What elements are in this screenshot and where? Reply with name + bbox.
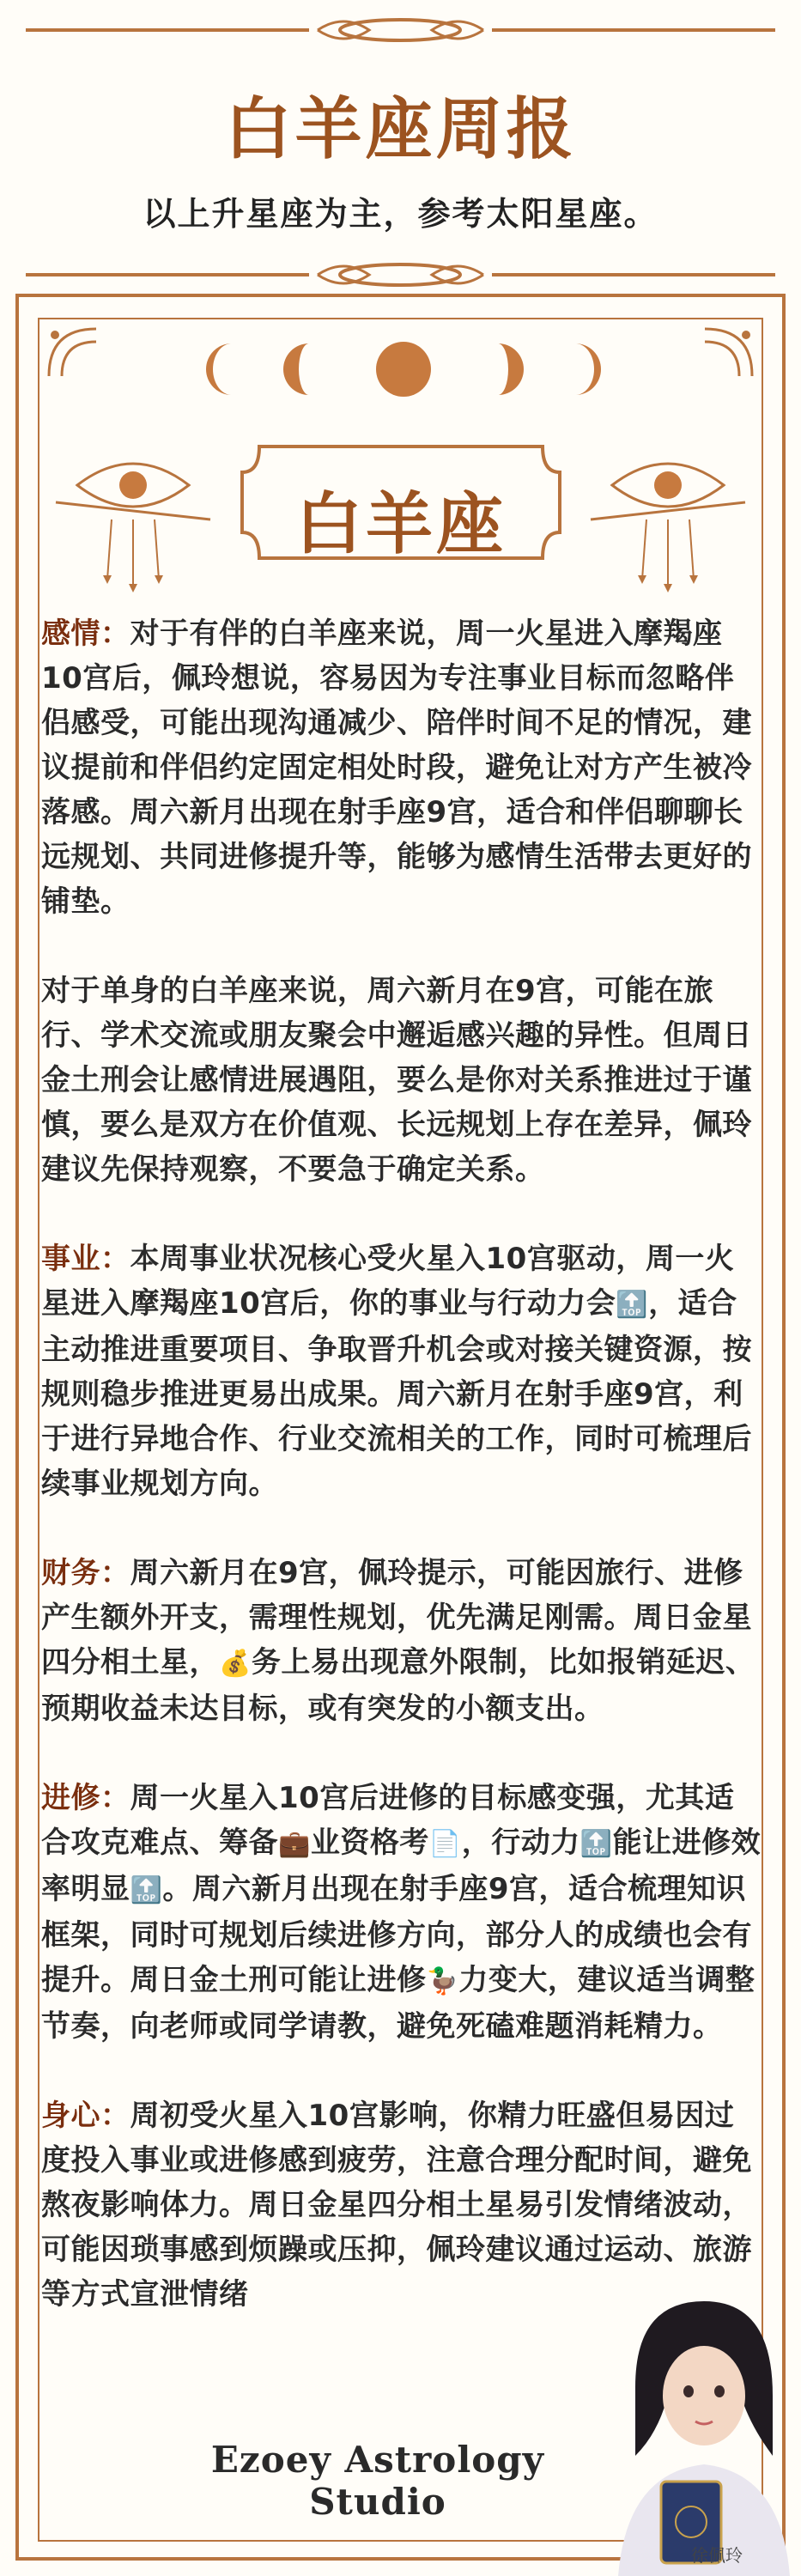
eye-dreamcatcher-icon [586,434,749,597]
top-arrow-icon: 🔝 [130,1875,163,1905]
top-arrow-icon: 🔝 [616,1290,649,1320]
paragraph-text: 对于有伴的白羊座来说，周一火星进入摩羯座10宫后，佩玲想说，容易因为专注事业目标而忽略伴侣感受，可能出现沟通减少、陪伴时间不足的情况，建议提前和伴侣约定固定相处时段，避免让对方产生被冷落感。周六新月出现在射手座9宫，适合和伴侣聊聊长远规划、共同进修提升等，能够为感情生活带去更好的铺垫。 [41,617,752,919]
paragraph-text: 力变大，建议适当调整节奏，向老师或同学请教，避免死磕难题消耗精力。 [41,1963,755,2044]
eye-dreamcatcher-icon [52,434,215,597]
section-label: 进修： [41,1781,130,1815]
paragraph-health [41,2093,762,2317]
page-subtitle: 以上升星座为主，参考太阳星座。 [143,195,658,233]
header [0,0,801,283]
paragraph-text: ，适合主动推进重要项目、争取晋升机会或对接关键资源，按规则稳步推进更易出成果。周六新月在射手座9宫，利于进行异地合作、行业交流相关的工作，同时可梳理后续事业规划方向。 [41,1286,752,1501]
paragraph-text: 能让进修效率明显 [41,1826,762,1906]
paragraph-text: ，行动力 [461,1826,580,1860]
corner-flourish-icon [45,325,105,385]
paragraph-text: 周初受火星入10宫影响，你精力旺盛但易因过度投入事业或进修感到疲劳，注意合理分配时间，避免熬夜影响体力。周日金星四分相土星易引发情绪波动，可能因琐事感到烦躁或压抑，佩玲建议通过运动、旅游等方式宣泄情绪 [41,2099,752,2312]
paragraph-career [41,1236,762,1506]
page-title: 白羊座周报 [224,91,577,168]
money-bag-icon: 💰 [219,1649,252,1679]
paragraph-single [41,969,762,1192]
paragraph-finance [41,1551,762,1731]
header-bottom-ornament [0,253,801,296]
paragraph-text: 对于单身的白羊座来说，周六新月在9宫，可能在旅行、学术交流或朋友聚会中邂逅感兴趣的异性。但周日金土刑会让感情进展遇阻，要么是你对关系推进过于谨慎，要么是双方在价值观、长远规划上存在差异，佩玲建议先保持观察，不要急于确定关系。 [41,974,752,1187]
duck-icon: 🦆 [426,1966,459,1996]
paragraph-love [41,611,762,924]
paragraph-text: 本周事业状况核心受火星入10宫驱动，周一火星进入摩羯座10宫后，你的事业与行动力会 [41,1242,735,1321]
horoscope-content [41,611,762,2361]
section-label: 财务： [41,1556,130,1590]
signature: 徐佩玲 [691,2545,743,2566]
top-arrow-icon: 🔝 [580,1829,613,1859]
section-label: 身心： [41,2099,130,2133]
corner-flourish-icon [696,325,756,385]
paragraph-text: 业资格考 [310,1826,429,1860]
section-label: 事业： [41,1242,130,1276]
sign-name: 白羊座 [294,486,507,563]
paragraph-text: 务上易出现意外限制，比如报销延迟、预期收益未达目标，或有突发的小额支出。 [41,1645,755,1726]
paragraph-text: 周一火星入10宫后进修的目标感变强，尤其适合攻克难点、筹备 [41,1781,735,1860]
paragraph-study [41,1776,762,2049]
studio-name: Ezoey Astrology Studio [210,2439,545,2523]
astrologer-portrait-icon [601,2284,798,2576]
header-top-ornament [0,9,801,52]
paragraph-text: 。周六新月出现在射手座9宫，适合梳理知识框架，同时可规划后续进修方向，部分人的成绩也会有提升。周日金土刑可能让进修 [41,1872,752,1997]
section-label: 感情： [41,617,130,651]
moon-phases-icon [197,326,610,412]
paragraph-text: 周六新月在9宫，佩玲提示，可能因旅行、进修产生额外开支，需理性规划，优先满足刚需。周日金星四分相土星， [41,1556,752,1680]
briefcase-icon: 💼 [278,1829,311,1859]
page-icon: 📄 [428,1829,462,1859]
